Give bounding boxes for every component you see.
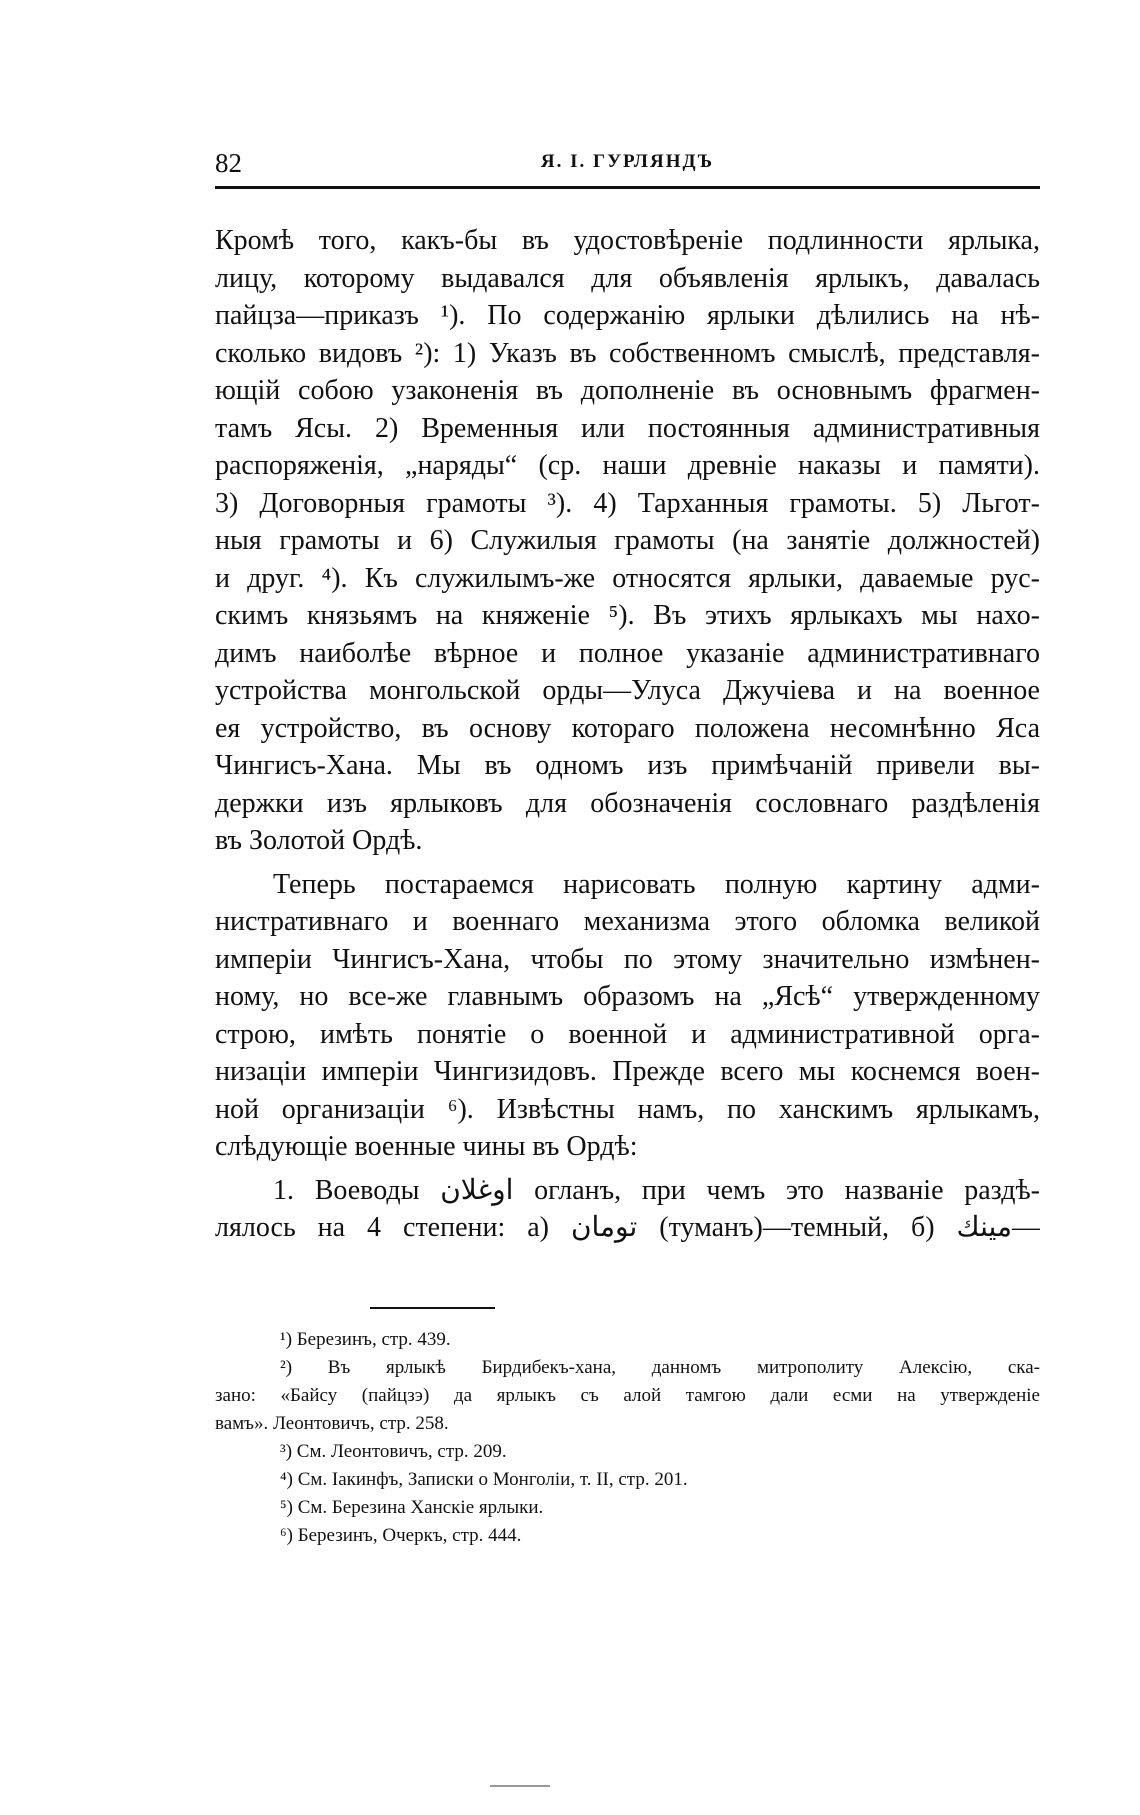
page-number: 82 [215,148,242,178]
footnote: ²) Въ ярлыкѣ Бирдибекъ-хана, данномъ митрополиту Алексію, ска- [280,1357,1040,1378]
text-line: ныя грамоты и 6) Служилыя грамоты (на занятіе должностей) [215,525,1040,556]
footnote: ⁵) См. Березина Ханскіе ярлыки. [280,1497,544,1518]
text-line: и друг. ⁴). Къ служилымъ-же относятся ярлыки, даваемые рус- [215,562,1040,594]
text-line: распоряженія, „наряды“ (ср. наши древніе наказы и памяти). [215,450,1040,481]
main-text [215,222,1040,1247]
text-line: Чингисъ-Хана. Мы въ одномъ изъ примѣчаній привели вы- [215,750,1040,781]
text-line: Кромѣ того, какъ-бы въ удостовѣреніе подлинности ярлыка, [215,225,1040,256]
text-line: тамъ Ясы. 2) Временныя или постоянныя административныя [215,412,1040,444]
footnote: ⁶) Березинъ, Очеркъ, стр. 444. [280,1525,522,1546]
text-line: устройства монгольской орды—Улуса Джучіева и на военное [215,675,1040,706]
text-line: лялось на 4 степени: а) تومان (туманъ)—темный, б) مينك— [215,1212,1040,1243]
text-line: лицу, которому выдавался для объявленія ярлыкъ, давалась [215,262,1040,294]
print-speck [490,1785,550,1787]
text-line: димъ наиболѣе вѣрное и полное указаніе административнаго [215,637,1040,669]
page-header [215,148,1040,184]
footnote-rule [370,1307,495,1309]
header-rule [215,186,1040,189]
running-title: Я. І. ГУРЛЯНДЪ [540,151,715,172]
text-line: 1. Воеводы اوغلان огланъ, при чемъ это названіе раздѣ- [273,1174,1040,1206]
footnote: ³) См. Леонтовичъ, стр. 209. [280,1441,507,1462]
footnote: ⁴) См. Іакинфъ, Записки о Монголіи, т. II, стр. 201. [280,1469,688,1490]
footnote: ¹) Березинъ, стр. 439. [280,1329,451,1350]
text-line: пайцза—приказъ ¹). По содержанію ярлыки дѣлились на нѣ- [215,300,1040,331]
text-line: имперіи Чингисъ-Хана, чтобы по этому значительно измѣнен- [215,943,1040,975]
text-line: слѣдующіе военные чины въ Ордѣ: [215,1131,638,1162]
text-line: сколько видовъ ²): 1) Указъ въ собственномъ смыслѣ, представля- [215,337,1040,369]
text-line: ному, но все-же главнымъ образомъ на „Ясѣ“ утвержденному [215,981,1040,1012]
text-line: нистративнаго и военнаго механизма этого обломка великой [215,906,1040,937]
text-line: ной организаціи ⁶). Извѣстны намъ, по ханскимъ ярлыкамъ, [215,1093,1040,1125]
text-line: Теперь постараемся нарисовать полную картину адми- [273,868,1040,900]
text-line: 3) Договорныя грамоты ³). 4) Тарханныя грамоты. 5) Льгот- [215,487,1040,519]
text-line: ея устройство, въ основу котораго положена несомнѣнно Яса [215,712,1040,744]
text-line: скимъ князьямъ на княженіе ⁵). Въ этихъ ярлыкахъ мы нахо- [215,600,1040,631]
text-line: въ Золотой Ордѣ. [215,825,423,856]
text-line: ющій собою узаконенія въ дополненіе въ основнымъ фрагмен- [215,375,1040,406]
text-line: строю, имѣть понятіе о военной и административной орга- [215,1018,1040,1050]
footnotes [215,1326,1040,1550]
text-line: низаціи имперіи Чингизидовъ. Прежде всего мы коснемся воен- [215,1056,1040,1087]
footnote-continuation: зано: «Байсу (пайцзэ) да ярлыкъ съ алой тамгою дали есми на утвержденіе [215,1385,1040,1406]
footnote-continuation: вамъ». Леонтовичъ, стр. 258. [215,1413,449,1434]
text-line: держки изъ ярлыковъ для обозначенія сословнаго раздѣленія [215,787,1040,819]
